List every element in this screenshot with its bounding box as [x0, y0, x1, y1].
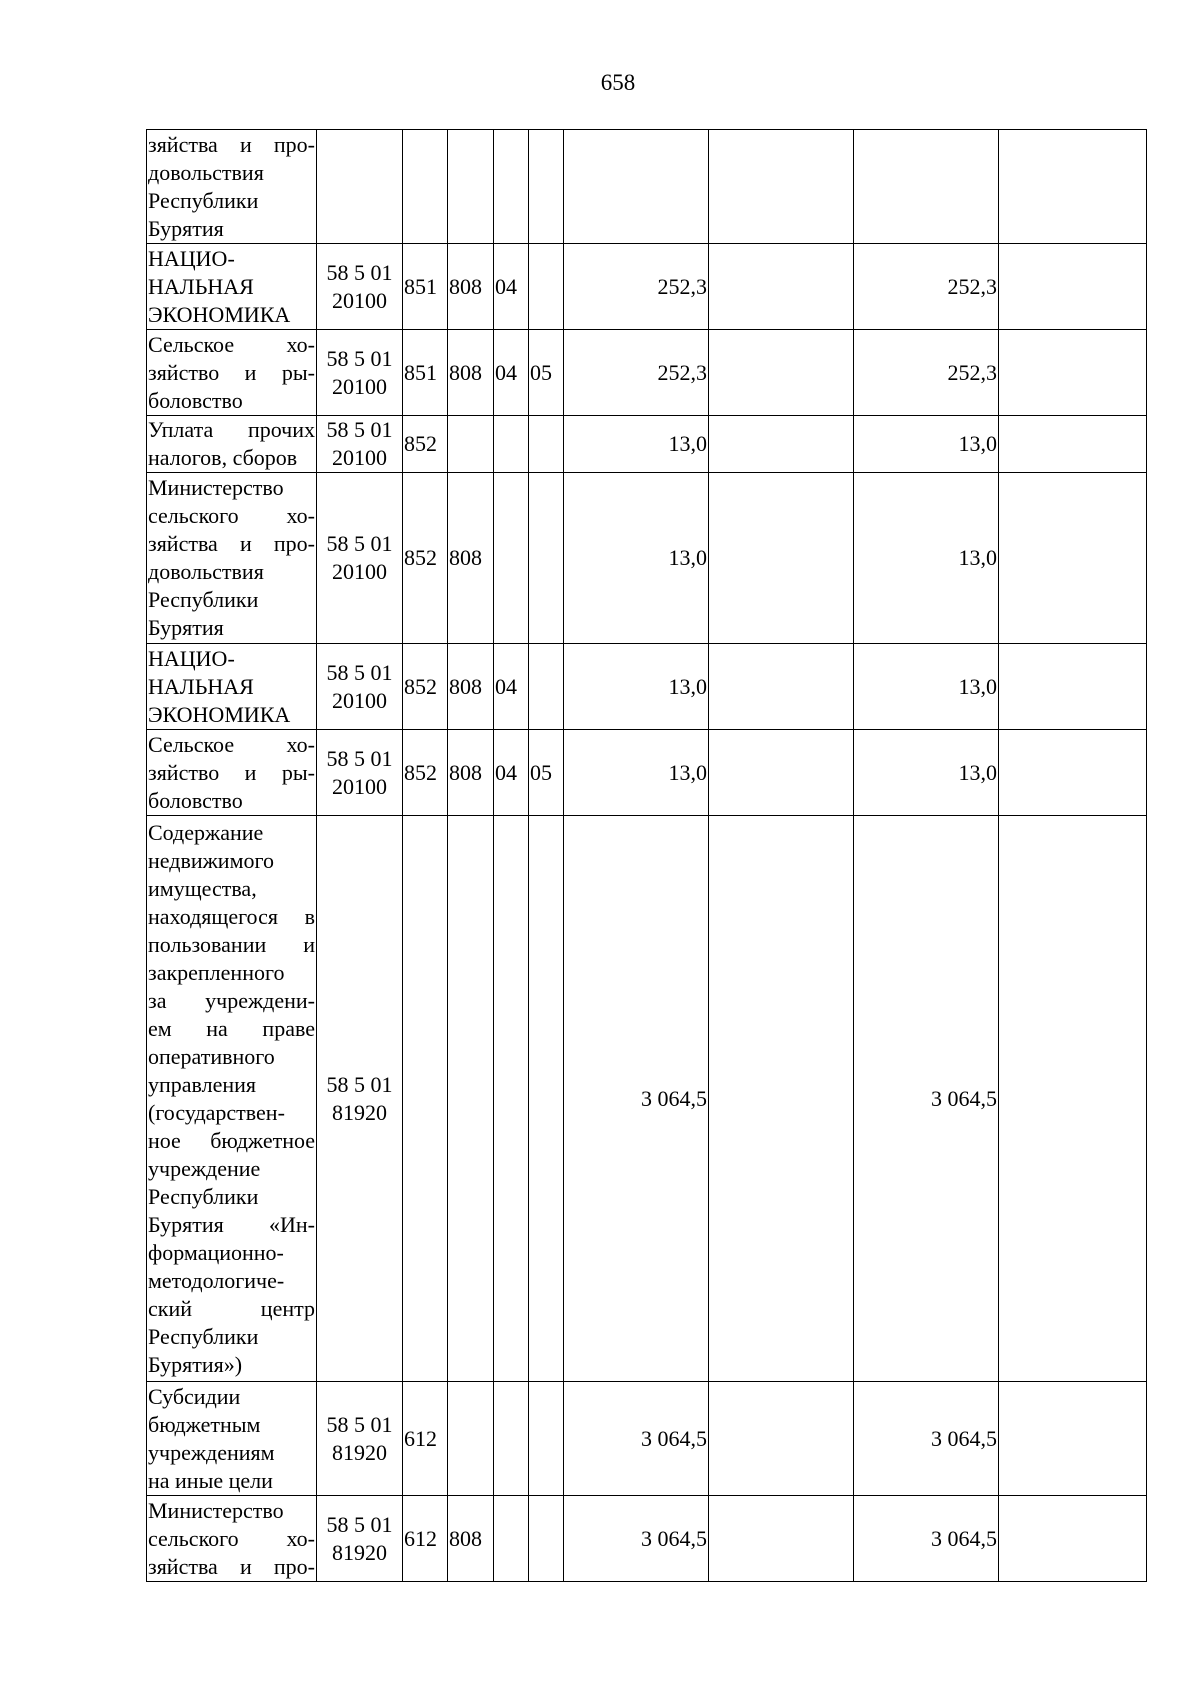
target-code: [317, 130, 403, 244]
amount-1: 252,3: [564, 330, 709, 416]
amount-2: [709, 416, 854, 473]
table-body: [147, 130, 1147, 1582]
row-name-line: закрепленного: [148, 959, 285, 985]
amount-1: [564, 130, 709, 244]
row-name: [147, 416, 317, 473]
amount-4: [999, 130, 1147, 244]
target-code: 58 5 01 20100: [317, 473, 403, 644]
ministry-code: 808: [448, 244, 494, 330]
target-code: 58 5 01 20100: [317, 416, 403, 473]
ministry-code: 808: [448, 473, 494, 644]
section-code: [494, 130, 529, 244]
row-name-line: Бурятия «Ин-: [148, 1211, 315, 1237]
amount-4: [999, 1496, 1147, 1582]
amount-2: [709, 1382, 854, 1496]
expense-type: 852: [403, 644, 448, 730]
table-row: [147, 244, 1147, 330]
amount-3: 3 064,5: [854, 1382, 999, 1496]
table-row: [147, 473, 1147, 644]
amount-3: 13,0: [854, 473, 999, 644]
row-name-line: имущества,: [148, 875, 257, 901]
row-name-line: зяйства и про-: [148, 531, 315, 556]
row-name-line: налогов, сборов: [148, 445, 298, 470]
row-name-line: на иные цели: [148, 1467, 273, 1493]
row-name: [147, 730, 317, 816]
row-name: [147, 244, 317, 330]
expense-type: [403, 130, 448, 244]
row-name-line: НАЛЬНАЯ: [148, 273, 254, 299]
amount-4: [999, 730, 1147, 816]
row-name: [147, 473, 317, 644]
row-name-line: Республики: [148, 1183, 259, 1209]
amount-1: 13,0: [564, 416, 709, 473]
expense-type: 612: [403, 1382, 448, 1496]
section-code: [494, 1382, 529, 1496]
amount-2: [709, 330, 854, 416]
amount-3: [854, 130, 999, 244]
amount-4: [999, 416, 1147, 473]
amount-1: 13,0: [564, 644, 709, 730]
section-code: 04: [494, 330, 529, 416]
row-name: [147, 330, 317, 416]
row-name-line: управления: [148, 1071, 257, 1097]
target-code: 58 5 01 81920: [317, 1382, 403, 1496]
row-name-line: Бурятия: [148, 215, 224, 241]
row-name-line: ное бюджетное: [148, 1127, 315, 1153]
subsection-code: [529, 1382, 564, 1496]
row-name: [147, 1382, 317, 1496]
row-name-line: ем на праве: [148, 1015, 315, 1041]
subsection-code: 05: [529, 330, 564, 416]
target-code: 58 5 01 20100: [317, 730, 403, 816]
amount-3: 3 064,5: [854, 816, 999, 1382]
row-name-line: зяйство и ры-: [148, 759, 315, 785]
expense-type: 851: [403, 244, 448, 330]
row-name-line: НАЦИО-: [148, 645, 235, 671]
row-name: [147, 644, 317, 730]
amount-3: 13,0: [854, 730, 999, 816]
section-code: [494, 473, 529, 644]
row-name-line: пользовании и: [148, 931, 315, 957]
row-name-line: боловство: [148, 387, 243, 413]
row-name-line: НАЦИО-: [148, 245, 235, 271]
expense-type: 852: [403, 473, 448, 644]
section-code: 04: [494, 644, 529, 730]
ministry-code: 808: [448, 1496, 494, 1582]
row-name-line: сельского хо-: [148, 503, 315, 528]
row-name-line: Бурятия»): [148, 1351, 243, 1377]
amount-3: 13,0: [854, 644, 999, 730]
row-name-line: боловство: [148, 787, 243, 813]
row-name-line: Сельское хо-: [148, 331, 315, 357]
amount-2: [709, 130, 854, 244]
ministry-code: 808: [448, 644, 494, 730]
table-row: [147, 730, 1147, 816]
table-row: [147, 330, 1147, 416]
row-name-line: Республики: [148, 587, 259, 612]
subsection-code: [529, 130, 564, 244]
expense-type: 852: [403, 416, 448, 473]
row-name: [147, 816, 317, 1382]
row-name-line: Бурятия: [148, 615, 224, 640]
amount-1: 3 064,5: [564, 1496, 709, 1582]
subsection-code: [529, 644, 564, 730]
section-code: 04: [494, 730, 529, 816]
amount-1: 13,0: [564, 730, 709, 816]
amount-3: 13,0: [854, 416, 999, 473]
row-name-line: зяйства и про-: [148, 1553, 315, 1579]
ministry-code: 808: [448, 730, 494, 816]
ministry-code: [448, 416, 494, 473]
budget-table: [146, 129, 1147, 1582]
row-name-line: Сельское хо-: [148, 731, 315, 757]
table-row: [147, 130, 1147, 244]
row-name-line: формационно-: [148, 1239, 284, 1265]
ministry-code: [448, 1382, 494, 1496]
row-name-line: ЭКОНОМИКА: [148, 701, 291, 727]
amount-2: [709, 730, 854, 816]
amount-4: [999, 644, 1147, 730]
row-name-line: за учреждени-: [148, 987, 315, 1013]
target-code: 58 5 01 20100: [317, 244, 403, 330]
subsection-code: [529, 416, 564, 473]
section-code: [494, 416, 529, 473]
row-name-line: (государствен-: [148, 1099, 285, 1125]
row-name-line: недвижимого: [148, 847, 274, 873]
table-row: [147, 816, 1147, 1382]
amount-1: 3 064,5: [564, 816, 709, 1382]
expense-type: 851: [403, 330, 448, 416]
row-name-line: Содержание: [148, 819, 264, 845]
row-name-line: зяйство и ры-: [148, 359, 315, 385]
row-name: [147, 1496, 317, 1582]
row-name-line: Уплата прочих: [148, 417, 315, 442]
ministry-code: [448, 816, 494, 1382]
amount-1: 13,0: [564, 473, 709, 644]
amount-3: 252,3: [854, 330, 999, 416]
amount-4: [999, 1382, 1147, 1496]
row-name-line: сельского хо-: [148, 1525, 315, 1551]
row-name-line: ский центр: [148, 1295, 315, 1321]
subsection-code: [529, 473, 564, 644]
row-name-line: Министерство: [148, 1497, 284, 1523]
table-row: [147, 416, 1147, 473]
subsection-code: 05: [529, 730, 564, 816]
row-name-line: НАЛЬНАЯ: [148, 673, 254, 699]
row-name-line: учреждениям: [148, 1439, 275, 1465]
ministry-code: [448, 130, 494, 244]
subsection-code: [529, 1496, 564, 1582]
ministry-code: 808: [448, 330, 494, 416]
target-code: 58 5 01 20100: [317, 330, 403, 416]
target-code: 58 5 01 20100: [317, 644, 403, 730]
section-code: [494, 816, 529, 1382]
table-row: [147, 1382, 1147, 1496]
amount-1: 252,3: [564, 244, 709, 330]
amount-2: [709, 644, 854, 730]
row-name-line: бюджетным: [148, 1411, 261, 1437]
row-name-line: Субсидии: [148, 1383, 241, 1409]
row-name-line: Республики: [148, 187, 259, 213]
row-name-line: находящегося в: [148, 903, 315, 929]
amount-1: 3 064,5: [564, 1382, 709, 1496]
amount-3: 3 064,5: [854, 1496, 999, 1582]
subsection-code: [529, 816, 564, 1382]
row-name-line: ЭКОНОМИКА: [148, 301, 291, 327]
expense-type: 852: [403, 730, 448, 816]
amount-2: [709, 816, 854, 1382]
section-code: 04: [494, 244, 529, 330]
amount-2: [709, 244, 854, 330]
expense-type: 612: [403, 1496, 448, 1582]
row-name-line: довольствия: [148, 559, 264, 584]
row-name: [147, 130, 317, 244]
subsection-code: [529, 244, 564, 330]
row-name-line: Министерство: [148, 475, 284, 500]
amount-4: [999, 330, 1147, 416]
row-name-line: методологиче-: [148, 1267, 285, 1293]
section-code: [494, 1496, 529, 1582]
amount-4: [999, 473, 1147, 644]
table-row: [147, 1496, 1147, 1582]
expense-type: [403, 816, 448, 1382]
row-name-line: довольствия: [148, 159, 264, 185]
amount-4: [999, 244, 1147, 330]
amount-3: 252,3: [854, 244, 999, 330]
row-name-line: Республики: [148, 1323, 259, 1349]
amount-2: [709, 1496, 854, 1582]
row-name-line: оперативного: [148, 1043, 275, 1069]
target-code: 58 5 01 81920: [317, 1496, 403, 1582]
page-number: 658: [600, 70, 636, 95]
row-name-line: учреждение: [148, 1155, 261, 1181]
amount-2: [709, 473, 854, 644]
target-code: 58 5 01 81920: [317, 816, 403, 1382]
table-row: [147, 644, 1147, 730]
amount-4: [999, 816, 1147, 1382]
row-name-line: зяйства и про-: [148, 131, 315, 157]
